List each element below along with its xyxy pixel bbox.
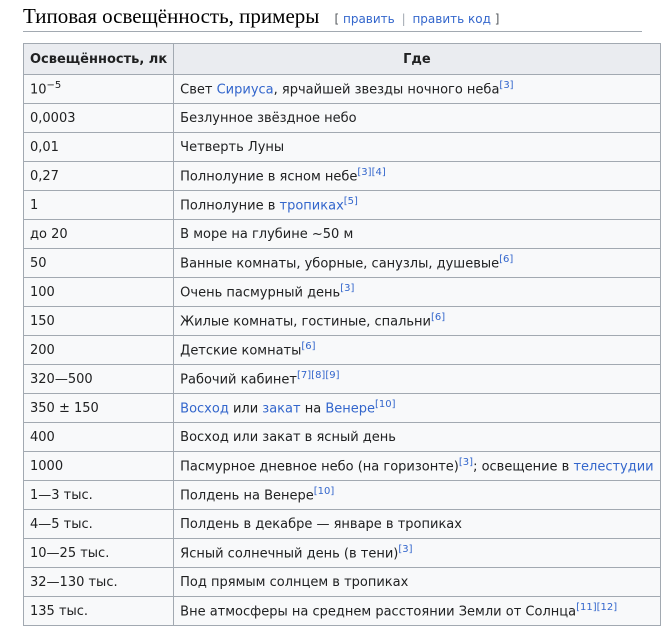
illuminance-value-text: 10	[30, 82, 47, 98]
header-illuminance: Освещённость, лк	[24, 44, 174, 75]
location-description	[174, 307, 660, 336]
illuminance-value	[24, 539, 174, 568]
location-description	[174, 75, 660, 104]
location-description	[174, 249, 660, 278]
illuminance-value-text: 320—500	[30, 371, 93, 387]
table-row	[24, 539, 661, 568]
illuminance-value-text: 0,27	[30, 168, 59, 184]
location-description	[174, 539, 660, 568]
reference-link[interactable]: [10]	[374, 398, 396, 410]
reference-link[interactable]: [5]	[343, 195, 358, 207]
location-description	[174, 423, 660, 452]
illuminance-value	[24, 423, 174, 452]
description-text: Полнолуние в ясном небе	[180, 169, 358, 185]
description-text: Свет	[180, 82, 217, 98]
reference-link[interactable]: [6]	[499, 253, 514, 265]
illuminance-value	[24, 307, 174, 336]
description-text: Под прямым солнцем в тропиках	[180, 574, 409, 590]
location-description	[174, 133, 660, 162]
illuminance-value	[24, 133, 174, 162]
illuminance-value	[24, 336, 174, 365]
table-row	[24, 133, 661, 162]
illuminance-value-text: до 20	[30, 226, 68, 242]
illuminance-value	[24, 394, 174, 423]
article-link[interactable]: телестудии	[573, 459, 654, 475]
article-link[interactable]: Венере	[325, 401, 375, 417]
location-description	[174, 568, 660, 597]
location-description	[174, 597, 660, 626]
illuminance-value-text: 4—5 тыс.	[30, 516, 93, 532]
illuminance-value	[24, 220, 174, 249]
reference-link[interactable]: [6]	[431, 311, 446, 323]
edit-link[interactable]: править	[342, 12, 395, 26]
table-row	[24, 597, 661, 626]
article-link[interactable]: тропиках	[279, 198, 344, 214]
table-row	[24, 481, 661, 510]
table-row	[24, 162, 661, 191]
table-row	[24, 278, 661, 307]
section-heading	[23, 3, 642, 32]
illuminance-value	[24, 481, 174, 510]
location-description	[174, 191, 660, 220]
illuminance-value	[24, 568, 174, 597]
table-row	[24, 365, 661, 394]
edit-section-links	[334, 12, 499, 26]
illuminance-value	[24, 510, 174, 539]
description-text: Полдень на Венере	[180, 488, 314, 504]
reference-link[interactable]: [3]	[340, 282, 355, 294]
illuminance-value	[24, 278, 174, 307]
illuminance-value-text: 1—3 тыс.	[30, 487, 93, 503]
illuminance-value	[24, 191, 174, 220]
illuminance-value-text: 150	[30, 313, 55, 329]
location-description	[174, 336, 660, 365]
description-text: Рабочий кабинет	[180, 372, 297, 388]
illuminance-value	[24, 452, 174, 481]
description-text: Ванные комнаты, уборные, санузлы, душевые	[180, 256, 500, 272]
reference-link[interactable]: [3]	[398, 543, 413, 555]
description-text: на	[300, 401, 326, 417]
table-row	[24, 394, 661, 423]
location-description	[174, 220, 660, 249]
description-text: Полнолуние в	[180, 198, 280, 214]
table-row	[24, 423, 661, 452]
reference-link[interactable]: [3][4]	[357, 166, 386, 178]
section-title: Типовая освещённость, примеры	[23, 4, 320, 28]
illuminance-value-text: 400	[30, 429, 55, 445]
illuminance-value-text: 32—130 тыс.	[30, 574, 118, 590]
description-text: Полдень в декабре — январе в тропиках	[180, 516, 462, 532]
illuminance-value-text: 0,0003	[30, 110, 76, 126]
reference-link[interactable]: [10]	[313, 485, 335, 497]
table-row	[24, 510, 661, 539]
table-row	[24, 220, 661, 249]
table-row	[24, 307, 661, 336]
description-text: Жилые комнаты, гостиные, спальни	[180, 314, 432, 330]
location-description	[174, 394, 660, 423]
table-row	[24, 336, 661, 365]
illuminance-value-text: 1	[30, 197, 39, 213]
edit-bracket-close: ]	[494, 12, 500, 26]
illuminance-value	[24, 75, 174, 104]
description-text: Пасмурное дневное небо (на горизонте)	[180, 459, 459, 475]
illuminance-value	[24, 365, 174, 394]
illuminance-value-text: 100	[30, 284, 55, 300]
header-where: Где	[174, 44, 660, 75]
description-text: ; освещение в	[473, 459, 574, 475]
reference-link[interactable]: [3]	[458, 456, 474, 468]
table-row	[24, 568, 661, 597]
illuminance-value-text: 10—25 тыс.	[30, 545, 110, 561]
article-link[interactable]: Сириуса	[216, 82, 274, 98]
location-description	[174, 162, 660, 191]
table-row	[24, 191, 661, 220]
illuminance-exponent: −5	[46, 80, 62, 92]
illuminance-value-text: 135 тыс.	[30, 603, 89, 619]
reference-link[interactable]: [7][8][9]	[297, 369, 340, 381]
description-text: Ясный солнечный день (в тени)	[180, 546, 399, 562]
illuminance-value	[24, 104, 174, 133]
location-description	[174, 481, 660, 510]
article-link[interactable]: Восход	[180, 401, 229, 417]
description-text: Безлунное звёздное небо	[180, 110, 357, 126]
illuminance-value-text: 1000	[30, 458, 64, 474]
table-row	[24, 75, 661, 104]
description-text: Четверть Луны	[180, 139, 285, 155]
illuminance-value	[24, 249, 174, 278]
description-text: Вне атмосферы на среднем расстоянии Земли от Солнца	[180, 604, 577, 620]
description-text: Восход или закат в ясный день	[180, 429, 396, 445]
description-text: или	[228, 401, 263, 417]
illuminance-value-text: 0,01	[30, 139, 59, 155]
illuminance-value	[24, 162, 174, 191]
description-text: Детские комнаты	[180, 343, 302, 359]
location-description	[174, 452, 660, 481]
table-row	[24, 452, 661, 481]
table-row	[24, 249, 661, 278]
table-row	[24, 104, 661, 133]
edit-bracket-open: [	[334, 12, 340, 26]
edit-separator: |	[401, 12, 406, 26]
reference-link[interactable]: [3]	[499, 79, 514, 91]
reference-link[interactable]: [6]	[301, 340, 316, 352]
illuminance-value-text: 350 ± 150	[30, 400, 99, 416]
illuminance-table	[23, 43, 661, 626]
description-text: , ярчайшей звезды ночного неба	[273, 82, 500, 98]
description-text: В море на глубине ~50 м	[180, 226, 354, 242]
article-link[interactable]: закат	[262, 401, 301, 417]
location-description	[174, 104, 660, 133]
location-description	[174, 365, 660, 394]
location-description	[174, 510, 660, 539]
reference-link[interactable]: [11][12]	[576, 601, 618, 613]
table-header-row	[24, 44, 661, 75]
illuminance-value-text: 50	[30, 255, 47, 271]
edit-code-link[interactable]: править код	[412, 12, 491, 26]
illuminance-value	[24, 597, 174, 626]
table-body	[24, 75, 661, 626]
description-text: Очень пасмурный день	[180, 285, 341, 301]
illuminance-value-text: 200	[30, 342, 55, 358]
location-description	[174, 278, 660, 307]
